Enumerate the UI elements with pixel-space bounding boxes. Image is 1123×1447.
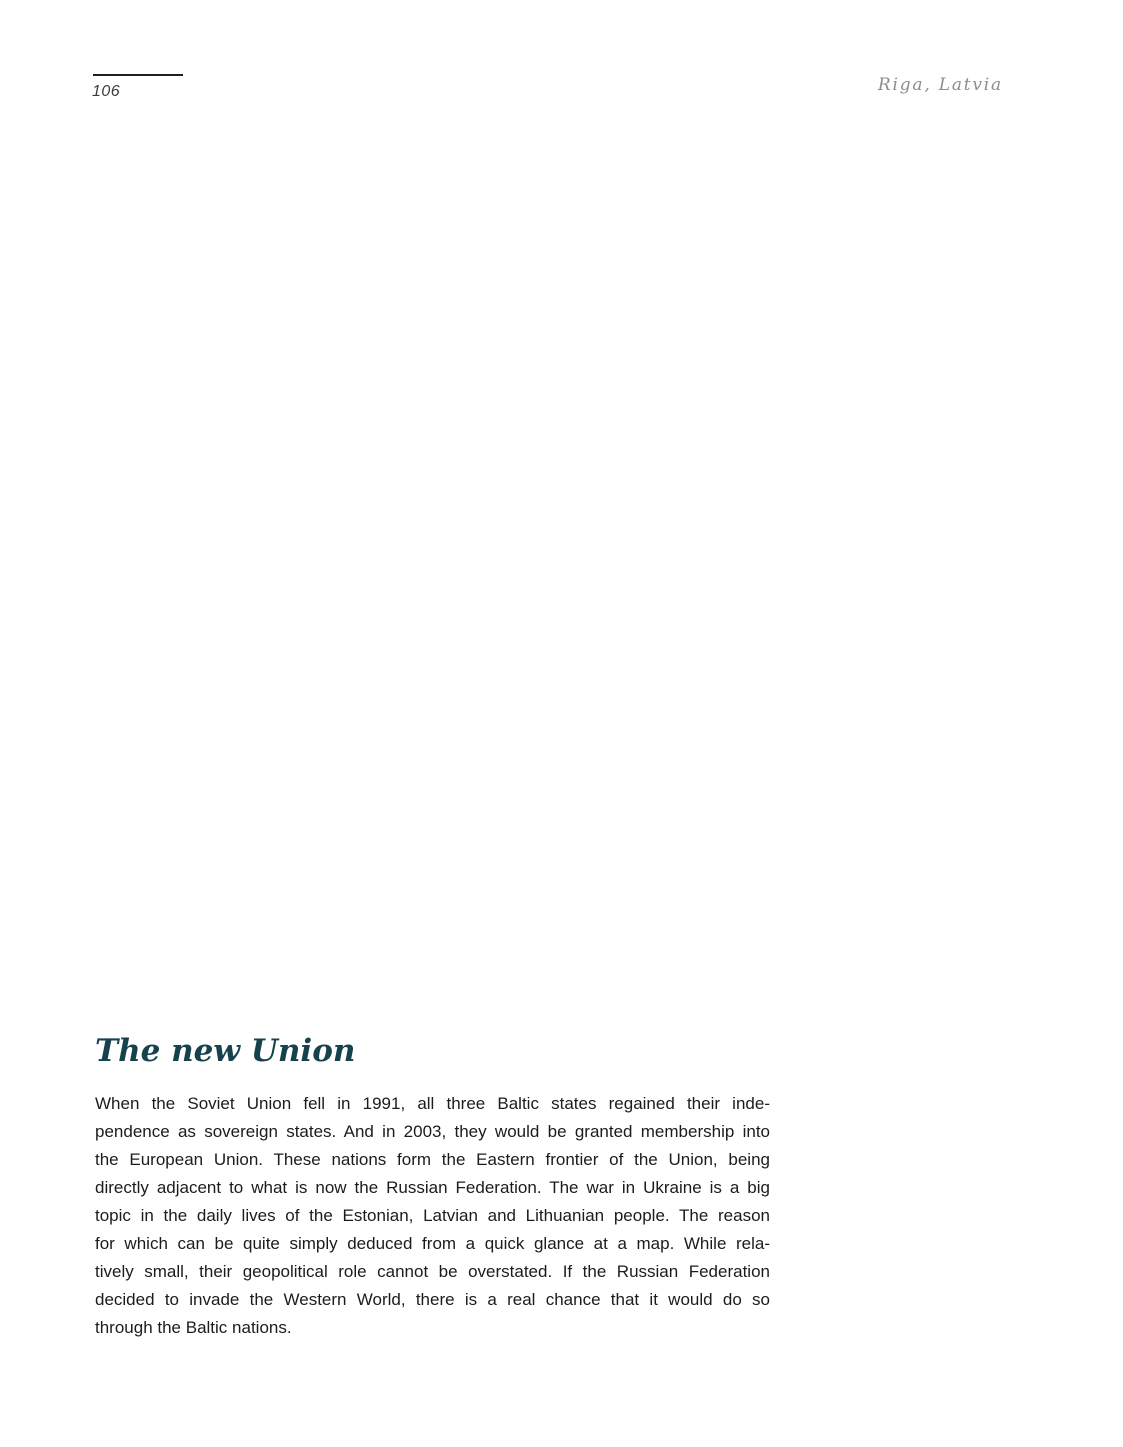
paragraph-line: pendence as sovereign states. And in 2003, they would be granted membership into (95, 1122, 770, 1141)
running-header: Riga, Latvia (877, 75, 1003, 95)
page-number: 106 (92, 83, 121, 100)
page-number-rule (93, 74, 183, 76)
paragraph-line: through the Baltic nations. (95, 1318, 292, 1337)
body-paragraph (95, 1090, 770, 1342)
paragraph-line: decided to invade the Western World, there is a real chance that it would do so (95, 1290, 770, 1309)
section-heading: The new Union (95, 1033, 356, 1069)
paragraph-line: When the Soviet Union fell in 1991, all three Baltic states regained their inde- (95, 1094, 770, 1113)
paragraph-line: the European Union. These nations form the Eastern frontier of the Union, being (95, 1150, 770, 1169)
paragraph-line: tively small, their geopolitical role cannot be overstated. If the Russian Federation (95, 1262, 770, 1281)
paragraph-line: topic in the daily lives of the Estonian, Latvian and Lithuanian people. The reason (95, 1206, 770, 1225)
paragraph-line: directly adjacent to what is now the Russian Federation. The war in Ukraine is a big (95, 1178, 770, 1197)
paragraph-line: for which can be quite simply deduced from a quick glance at a map. While rela- (95, 1234, 770, 1253)
